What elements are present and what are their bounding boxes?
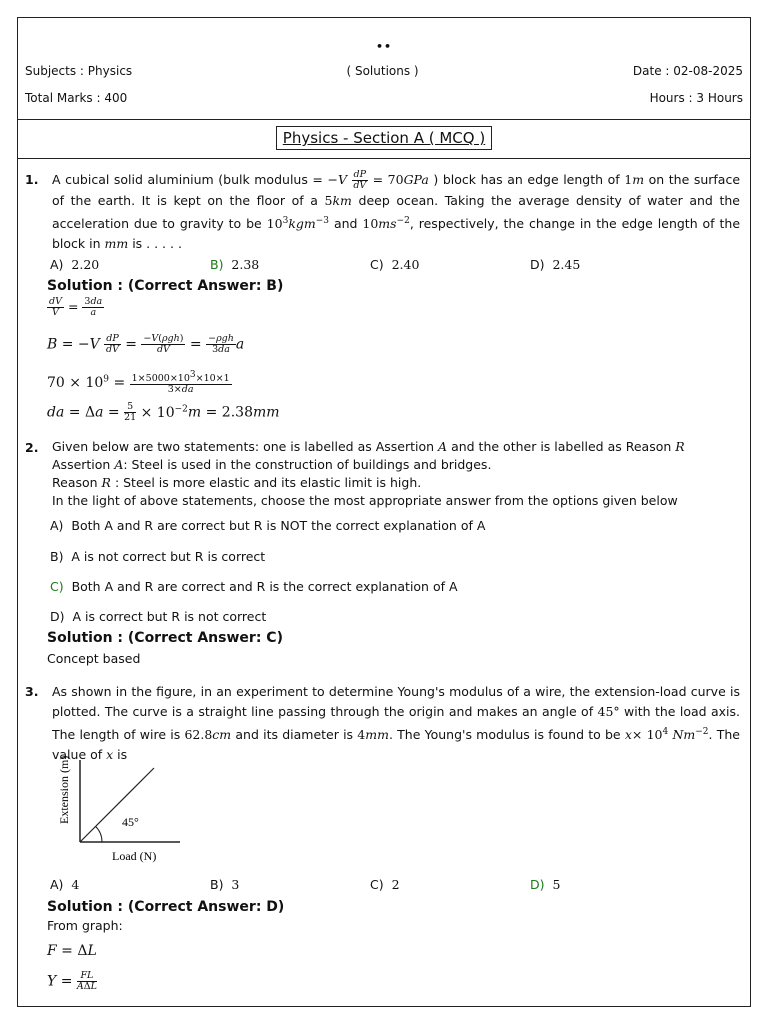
y-axis-label: Extension (m) — [57, 756, 71, 824]
solution-3-eq-1: F = ΔL — [47, 943, 97, 959]
option-c[interactable]: C) 2.40 — [370, 257, 420, 272]
hours-label: Hours : 3 Hours — [649, 91, 743, 105]
section-title-box — [18, 126, 750, 150]
header-dots: •• — [375, 40, 393, 53]
q2-option-a[interactable]: A) Both A and R are correct but R is NOT the correct explanation of A — [50, 518, 486, 533]
total-marks-label: Total Marks : 400 — [25, 91, 128, 105]
question-number: 2. — [25, 440, 39, 455]
q2-option-d[interactable]: D) A is correct but R is not correct — [50, 609, 267, 624]
subjects-label: Subjects : Physics — [25, 64, 133, 78]
option-d[interactable]: D) 5 — [530, 877, 561, 892]
solution-1-eq-2: B = −V $\frac{dP}{dV}$ = $\frac{\text{−V(ρgh)}}{dV}$ = $\frac{\text{−ρgh}}{3da}$ a — [47, 333, 245, 355]
solution-1-title: Solution : (Correct Answer: B) — [47, 278, 284, 294]
option-b[interactable]: B) 3 — [210, 877, 240, 892]
x-axis-label: Load (N) — [112, 849, 157, 863]
option-b[interactable]: B) 2.38 — [210, 257, 260, 272]
option-a[interactable]: A) 4 — [50, 877, 80, 892]
question-number: 1. — [25, 172, 39, 187]
option-a[interactable]: A) 2.20 — [50, 257, 100, 272]
option-c[interactable]: C) 2 — [370, 877, 400, 892]
question-number: 3. — [25, 684, 39, 699]
q2-option-c[interactable]: C) Both A and R are correct and R is the correct explanation of A — [50, 579, 458, 594]
solution-2-text: Concept based — [47, 651, 141, 666]
angle-arc — [96, 826, 102, 842]
solution-1-eq-4: da = Δa = $\frac{5}{21}$ × $10^{-2}m = 2.38mm$ — [47, 401, 280, 423]
date-label: Date : 02-08-2025 — [632, 64, 743, 78]
option-d[interactable]: D) 2.45 — [530, 257, 581, 272]
question-1-text: A cubical solid aluminium (bulk modulus = −V $\frac{dP}{dV}$ = 70GPa ) block has an edge length of 1m on the surface of the earth. It is kept on the floor of a 5km deep ocean. Taking the average density of water and the acceleration due to gravity to be $10^3kgm^{-3}$ and $10ms^{-2}$, respectively, the change in the edge length of the block in mm is . . . . . — [52, 169, 741, 252]
solution-3-title: Solution : (Correct Answer: D) — [47, 899, 285, 915]
question-1-options — [50, 257, 750, 272]
header-row-1 — [25, 64, 743, 78]
extension-load-graph — [54, 756, 184, 866]
question-3-options — [50, 877, 750, 892]
q2-option-b[interactable]: B) A is not correct but R is correct — [50, 549, 266, 564]
question-2-text: Given below are two statements: one is labelled as Assertion A and the other is labelled as Reason R Assertion A: Steel is used in the construction of buildings and bridges. Reason R : Steel is more elastic and its elastic limit is high. In the light of above statements, choose the most appropriate answer from the options given below — [52, 439, 685, 508]
section-title: Physics - Section A ( MCQ ) — [276, 126, 492, 150]
header-row-2 — [25, 91, 743, 105]
solution-1-eq-1: $\frac{dV}{V}$ = $\frac{3da}{a}$ — [49, 296, 103, 318]
doc-type-label: ( Solutions ) — [346, 64, 419, 78]
angle-label: 45° — [122, 815, 139, 829]
solution-1-eq-3: $70 \times 10^9$ = $\frac{1\times 5000\times 10^3\times 10\times 1}{3\times da}$ — [47, 370, 230, 396]
question-3 — [25, 682, 740, 765]
solution-3-eq-2: Y = $\frac{FL}{\text{AΔL}}$ — [47, 970, 97, 992]
page-frame — [17, 17, 751, 1007]
solution-3-text: From graph: — [47, 918, 123, 933]
question-2 — [25, 438, 740, 510]
solution-2-title: Solution : (Correct Answer: C) — [47, 630, 283, 646]
header-divider — [18, 119, 750, 120]
graph-line — [80, 768, 154, 842]
section-divider — [18, 158, 750, 159]
question-3-text: As shown in the figure, in an experiment to determine Young's modulus of a wire, the extension-load curve is plotted. The curve is a straight line passing through the origin and makes an angle of 45° with the load axis. The length of wire is 62.8cm and its diameter is 4mm. The Young's modulus is found to be $x\times 10^4$ $Nm^{-2}$. The value of x is — [52, 684, 740, 763]
question-1 — [25, 170, 740, 254]
